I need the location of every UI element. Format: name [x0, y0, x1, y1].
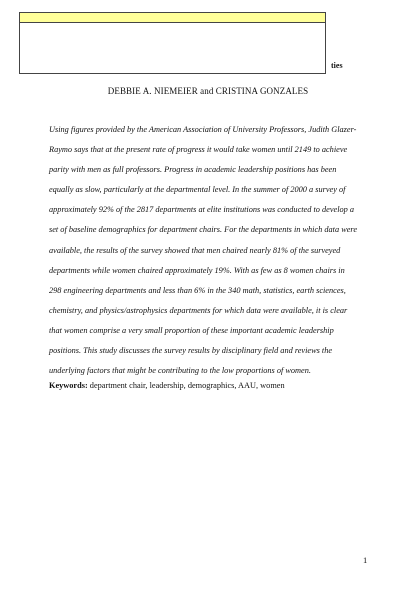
- abstract: [49, 120, 375, 381]
- abstract-line: parity with men as full professors. Progress in academic leadership positions has been: [49, 165, 337, 175]
- abstract-line: approximately 92% of the 2817 departments at elite institutions was conducted to develop a: [49, 205, 355, 215]
- abstract-line: equally as slow, particularly at the departmental level. In the summer of 2000 a survey of: [49, 185, 346, 195]
- abstract-line: available, the results of the survey showed that men chaired nearly 81% of the surveyed: [49, 245, 341, 255]
- keywords-line: [49, 381, 285, 390]
- abstract-line: Using figures provided by the American Association of University Professors, Judith Glazer-: [49, 125, 357, 134]
- page-number: 1: [363, 555, 368, 565]
- abstract-line: chemistry, and physics/astrophysics departments for which data were available, it is clear: [49, 305, 348, 315]
- abstract-line: that women comprise a very small proportion of these important academic leadership: [49, 325, 334, 335]
- abstract-line: Raymo says that at the present rate of progress it would take women until 2149 to achieve: [49, 145, 348, 155]
- keywords-label: Keywords:: [49, 381, 88, 390]
- author-line: DEBBIE A. NIEMEIER and CRISTINA GONZALES: [107, 86, 309, 96]
- abstract-line: 298 engineering departments and less than 6% in the 340 math, statistics, earth sciences,: [49, 285, 346, 295]
- abstract-line: positions. This study discusses the survey results by disciplinary field and reviews the: [49, 346, 333, 356]
- abstract-line: departments while women chaired approximately 19%. With as few as 8 women chairs in: [49, 265, 345, 275]
- overlay-box: [19, 22, 326, 74]
- title-fragment: ties: [331, 61, 343, 70]
- abstract-line: set of baseline demographics for department chairs. For the departments in which data were: [49, 225, 358, 235]
- keywords-text: department chair, leadership, demographics, AAU, women: [87, 381, 285, 390]
- abstract-line: underlying factors that might be contributing to the low proportions of women.: [49, 366, 311, 376]
